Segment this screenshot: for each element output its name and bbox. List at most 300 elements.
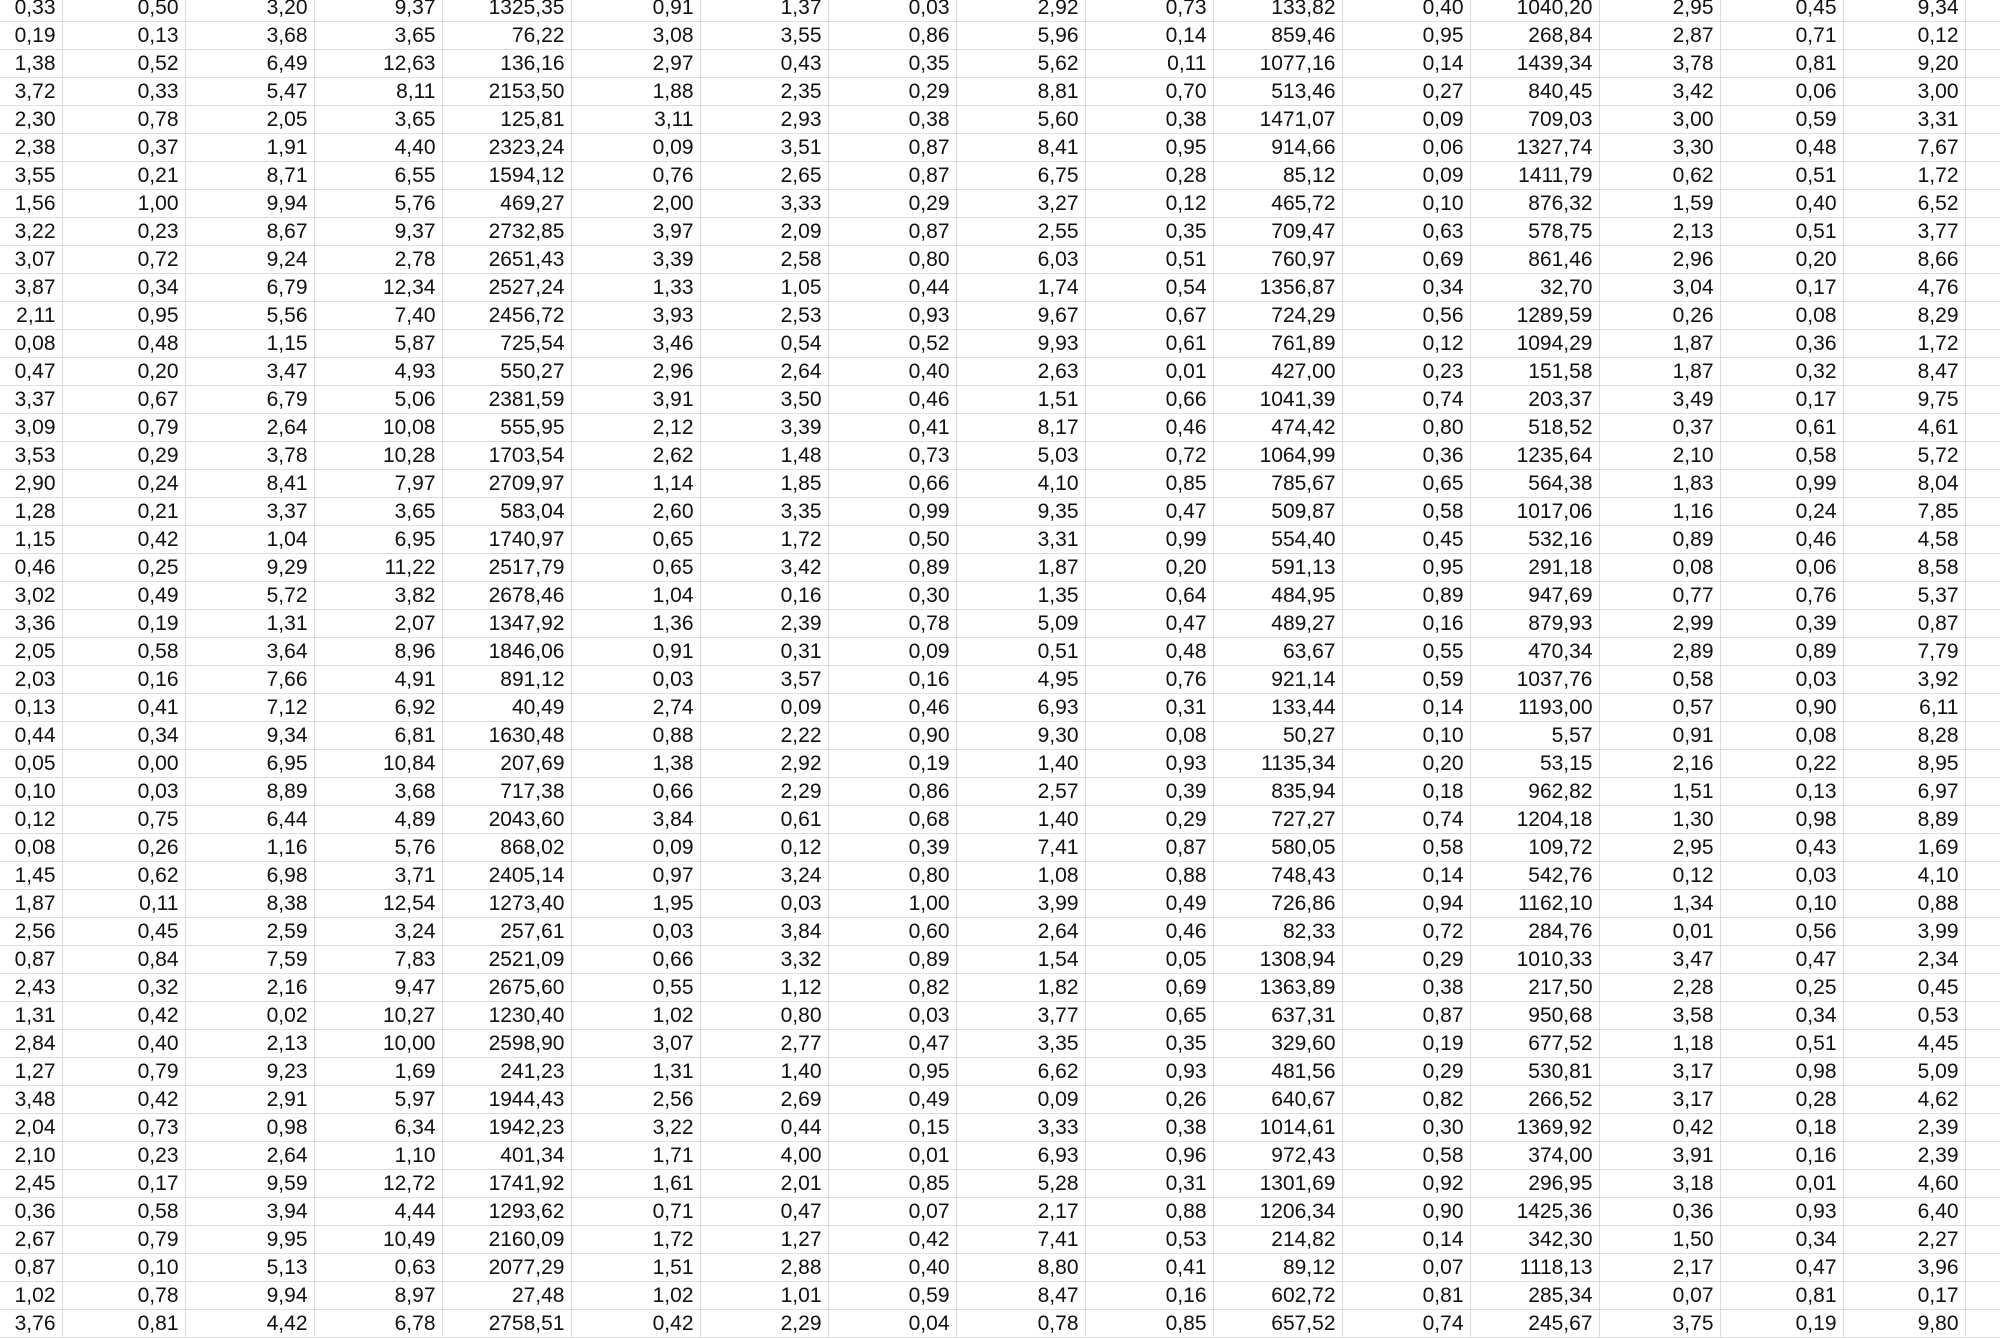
table-cell[interactable]: 0,48 <box>1720 134 1843 162</box>
table-cell[interactable]: 2,39 <box>700 610 828 638</box>
table-cell[interactable]: 8,96 <box>314 638 442 666</box>
table-cell[interactable]: 0,93 <box>1085 1058 1213 1086</box>
empty-cell[interactable] <box>1965 442 2000 470</box>
table-cell[interactable]: 0,29 <box>1342 1058 1470 1086</box>
table-cell[interactable]: 0,29 <box>828 78 956 106</box>
table-cell[interactable]: 0,12 <box>1085 190 1213 218</box>
empty-cell[interactable] <box>1965 358 2000 386</box>
table-cell[interactable]: 0,40 <box>1720 190 1843 218</box>
table-cell[interactable]: 6,97 <box>1843 778 1965 806</box>
table-cell[interactable]: 9,93 <box>956 330 1085 358</box>
table-cell[interactable]: 1,71 <box>571 1142 700 1170</box>
table-cell[interactable]: 3,72 <box>0 78 62 106</box>
table-cell[interactable]: 2,77 <box>700 1030 828 1058</box>
table-cell[interactable]: 3,78 <box>185 442 314 470</box>
table-cell[interactable]: 0,74 <box>1342 1310 1470 1338</box>
table-cell[interactable]: 1,01 <box>700 1282 828 1310</box>
table-cell[interactable]: 0,34 <box>62 722 185 750</box>
table-cell[interactable]: 3,71 <box>314 862 442 890</box>
table-cell[interactable]: 0,57 <box>1599 694 1720 722</box>
table-cell[interactable]: 0,22 <box>1720 750 1843 778</box>
table-cell[interactable]: 1,88 <box>571 78 700 106</box>
table-cell[interactable]: 3,77 <box>1843 218 1965 246</box>
table-cell[interactable]: 3,39 <box>700 414 828 442</box>
table-cell[interactable]: 1,35 <box>956 582 1085 610</box>
table-cell[interactable]: 0,44 <box>0 722 62 750</box>
table-cell[interactable]: 0,87 <box>0 1254 62 1282</box>
table-cell[interactable]: 0,46 <box>1720 526 1843 554</box>
table-cell[interactable]: 1,59 <box>1599 190 1720 218</box>
table-cell[interactable]: 0,42 <box>1599 1114 1720 1142</box>
table-cell[interactable]: 0,59 <box>1342 666 1470 694</box>
table-cell[interactable]: 1425,36 <box>1470 1198 1599 1226</box>
table-cell[interactable]: 9,20 <box>1843 50 1965 78</box>
table-cell[interactable]: 3,96 <box>1843 1254 1965 1282</box>
table-cell[interactable]: 3,93 <box>571 302 700 330</box>
table-cell[interactable]: 0,20 <box>1085 554 1213 582</box>
table-cell[interactable]: 2,34 <box>1843 946 1965 974</box>
table-cell[interactable]: 3,37 <box>185 498 314 526</box>
table-cell[interactable]: 3,84 <box>700 918 828 946</box>
table-cell[interactable]: 891,12 <box>442 666 571 694</box>
table-cell[interactable]: 0,80 <box>828 862 956 890</box>
table-cell[interactable]: 0,45 <box>62 918 185 946</box>
table-cell[interactable]: 5,13 <box>185 1254 314 1282</box>
table-cell[interactable]: 2,64 <box>956 918 1085 946</box>
table-cell[interactable]: 0,65 <box>1085 1002 1213 1030</box>
table-cell[interactable]: 8,38 <box>185 890 314 918</box>
empty-cell[interactable] <box>1965 554 2000 582</box>
table-cell[interactable]: 0,20 <box>62 358 185 386</box>
table-cell[interactable]: 2527,24 <box>442 274 571 302</box>
table-cell[interactable]: 602,72 <box>1213 1282 1342 1310</box>
table-cell[interactable]: 7,41 <box>956 1226 1085 1254</box>
table-cell[interactable]: 245,67 <box>1470 1310 1599 1338</box>
table-cell[interactable]: 12,34 <box>314 274 442 302</box>
table-cell[interactable]: 9,94 <box>185 190 314 218</box>
table-cell[interactable]: 0,01 <box>1720 1170 1843 1198</box>
table-cell[interactable]: 10,28 <box>314 442 442 470</box>
table-cell[interactable]: 1,40 <box>956 806 1085 834</box>
table-cell[interactable]: 5,72 <box>1843 442 1965 470</box>
table-cell[interactable]: 0,04 <box>828 1310 956 1338</box>
table-cell[interactable]: 1,95 <box>571 890 700 918</box>
table-cell[interactable]: 0,31 <box>1085 694 1213 722</box>
table-cell[interactable]: 3,84 <box>571 806 700 834</box>
table-cell[interactable]: 2,17 <box>956 1198 1085 1226</box>
empty-cell[interactable] <box>1965 946 2000 974</box>
table-cell[interactable]: 8,89 <box>185 778 314 806</box>
table-cell[interactable]: 8,04 <box>1843 470 1965 498</box>
table-cell[interactable]: 0,68 <box>828 806 956 834</box>
table-cell[interactable]: 3,91 <box>1599 1142 1720 1170</box>
table-cell[interactable]: 3,00 <box>1843 78 1965 106</box>
table-cell[interactable]: 0,76 <box>1085 666 1213 694</box>
table-cell[interactable]: 726,86 <box>1213 890 1342 918</box>
table-cell[interactable]: 0,30 <box>828 582 956 610</box>
table-cell[interactable]: 0,58 <box>1599 666 1720 694</box>
table-cell[interactable]: 0,13 <box>1720 778 1843 806</box>
table-cell[interactable]: 3,47 <box>1599 946 1720 974</box>
table-cell[interactable]: 8,47 <box>1843 358 1965 386</box>
table-cell[interactable]: 6,98 <box>185 862 314 890</box>
table-cell[interactable]: 0,51 <box>1720 218 1843 246</box>
empty-cell[interactable] <box>1965 1058 2000 1086</box>
table-cell[interactable]: 0,17 <box>1720 274 1843 302</box>
table-cell[interactable]: 2709,97 <box>442 470 571 498</box>
table-cell[interactable]: 3,99 <box>1843 918 1965 946</box>
table-cell[interactable]: 1439,34 <box>1470 50 1599 78</box>
table-cell[interactable]: 2,13 <box>1599 218 1720 246</box>
table-cell[interactable]: 0,36 <box>1342 442 1470 470</box>
table-cell[interactable]: 7,41 <box>956 834 1085 862</box>
table-cell[interactable]: 2,60 <box>571 498 700 526</box>
table-cell[interactable]: 0,46 <box>1085 918 1213 946</box>
table-cell[interactable]: 1,50 <box>1599 1226 1720 1254</box>
table-cell[interactable]: 0,70 <box>1085 78 1213 106</box>
table-cell[interactable]: 0,58 <box>62 1198 185 1226</box>
table-cell[interactable]: 578,75 <box>1470 218 1599 246</box>
table-cell[interactable]: 2,84 <box>0 1030 62 1058</box>
table-cell[interactable]: 0,08 <box>1720 722 1843 750</box>
table-cell[interactable]: 3,11 <box>571 106 700 134</box>
table-cell[interactable]: 3,97 <box>571 218 700 246</box>
table-cell[interactable]: 0,14 <box>1342 694 1470 722</box>
table-cell[interactable]: 0,58 <box>1720 442 1843 470</box>
table-cell[interactable]: 2,27 <box>1843 1226 1965 1254</box>
table-cell[interactable]: 1064,99 <box>1213 442 1342 470</box>
table-cell[interactable]: 2,63 <box>956 358 1085 386</box>
table-cell[interactable]: 0,58 <box>1342 498 1470 526</box>
table-cell[interactable]: 657,52 <box>1213 1310 1342 1338</box>
table-cell[interactable]: 3,64 <box>185 638 314 666</box>
table-cell[interactable]: 1,12 <box>700 974 828 1002</box>
table-cell[interactable]: 1162,10 <box>1470 890 1599 918</box>
table-cell[interactable]: 0,65 <box>571 526 700 554</box>
table-cell[interactable]: 0,49 <box>62 582 185 610</box>
table-cell[interactable]: 0,23 <box>62 1142 185 1170</box>
table-cell[interactable]: 0,47 <box>1720 946 1843 974</box>
table-cell[interactable]: 89,12 <box>1213 1254 1342 1282</box>
table-cell[interactable]: 285,34 <box>1470 1282 1599 1310</box>
table-cell[interactable]: 1,16 <box>185 834 314 862</box>
table-cell[interactable]: 760,97 <box>1213 246 1342 274</box>
table-cell[interactable]: 465,72 <box>1213 190 1342 218</box>
table-cell[interactable]: 0,43 <box>1720 834 1843 862</box>
table-cell[interactable]: 0,14 <box>1342 50 1470 78</box>
table-cell[interactable]: 0,23 <box>62 218 185 246</box>
table-cell[interactable]: 0,51 <box>956 638 1085 666</box>
table-cell[interactable]: 0,37 <box>62 134 185 162</box>
table-cell[interactable]: 2,69 <box>700 1086 828 1114</box>
table-cell[interactable]: 0,21 <box>62 498 185 526</box>
table-cell[interactable]: 1,72 <box>571 1226 700 1254</box>
table-cell[interactable]: 0,61 <box>1085 330 1213 358</box>
table-cell[interactable]: 0,40 <box>62 1030 185 1058</box>
table-cell[interactable]: 489,27 <box>1213 610 1342 638</box>
table-cell[interactable]: 0,98 <box>1720 806 1843 834</box>
table-cell[interactable]: 1363,89 <box>1213 974 1342 1002</box>
table-cell[interactable]: 0,02 <box>185 1002 314 1030</box>
table-cell[interactable]: 2,38 <box>0 134 62 162</box>
table-cell[interactable]: 0,12 <box>1342 330 1470 358</box>
table-cell[interactable]: 2,95 <box>1599 834 1720 862</box>
table-cell[interactable]: 3,09 <box>0 414 62 442</box>
table-cell[interactable]: 0,42 <box>62 526 185 554</box>
table-cell[interactable]: 0,42 <box>62 1002 185 1030</box>
table-cell[interactable]: 4,60 <box>1843 1170 1965 1198</box>
table-cell[interactable]: 0,46 <box>0 554 62 582</box>
table-cell[interactable]: 0,40 <box>828 358 956 386</box>
empty-cell[interactable] <box>1965 50 2000 78</box>
empty-cell[interactable] <box>1965 806 2000 834</box>
table-cell[interactable]: 5,37 <box>1843 582 1965 610</box>
table-cell[interactable]: 2,04 <box>0 1114 62 1142</box>
table-cell[interactable]: 2,96 <box>1599 246 1720 274</box>
table-cell[interactable]: 0,12 <box>1843 22 1965 50</box>
table-cell[interactable]: 0,03 <box>1720 862 1843 890</box>
table-cell[interactable]: 3,65 <box>314 22 442 50</box>
table-cell[interactable]: 2,29 <box>700 778 828 806</box>
empty-cell[interactable] <box>1965 106 2000 134</box>
table-cell[interactable]: 8,58 <box>1843 554 1965 582</box>
table-cell[interactable]: 0,05 <box>1085 946 1213 974</box>
table-cell[interactable]: 5,87 <box>314 330 442 358</box>
empty-cell[interactable] <box>1965 1226 2000 1254</box>
table-cell[interactable]: 241,23 <box>442 1058 571 1086</box>
table-cell[interactable]: 0,66 <box>571 946 700 974</box>
table-cell[interactable]: 3,94 <box>185 1198 314 1226</box>
table-cell[interactable]: 0,93 <box>1085 750 1213 778</box>
table-cell[interactable]: 1,87 <box>0 890 62 918</box>
table-cell[interactable]: 5,76 <box>314 190 442 218</box>
table-cell[interactable]: 1,72 <box>700 526 828 554</box>
table-cell[interactable]: 0,45 <box>1720 0 1843 22</box>
table-cell[interactable]: 0,63 <box>314 1254 442 1282</box>
table-cell[interactable]: 3,55 <box>0 162 62 190</box>
table-cell[interactable]: 0,36 <box>0 1198 62 1226</box>
empty-cell[interactable] <box>1965 302 2000 330</box>
table-cell[interactable]: 0,26 <box>62 834 185 862</box>
table-cell[interactable]: 2,16 <box>185 974 314 1002</box>
table-cell[interactable]: 0,38 <box>1342 974 1470 1002</box>
table-cell[interactable]: 1301,69 <box>1213 1170 1342 1198</box>
table-cell[interactable]: 8,71 <box>185 162 314 190</box>
table-cell[interactable]: 40,49 <box>442 694 571 722</box>
table-cell[interactable]: 2,90 <box>0 470 62 498</box>
table-cell[interactable]: 3,82 <box>314 582 442 610</box>
empty-cell[interactable] <box>1965 750 2000 778</box>
table-cell[interactable]: 3,27 <box>956 190 1085 218</box>
table-cell[interactable]: 401,34 <box>442 1142 571 1170</box>
table-cell[interactable]: 7,67 <box>1843 134 1965 162</box>
table-cell[interactable]: 2,56 <box>0 918 62 946</box>
table-cell[interactable]: 0,95 <box>1085 134 1213 162</box>
table-cell[interactable]: 0,62 <box>62 862 185 890</box>
table-cell[interactable]: 1356,87 <box>1213 274 1342 302</box>
table-cell[interactable]: 0,10 <box>62 1254 185 1282</box>
table-cell[interactable]: 1,31 <box>185 610 314 638</box>
table-cell[interactable]: 0,89 <box>828 554 956 582</box>
table-cell[interactable]: 9,47 <box>314 974 442 1002</box>
table-cell[interactable]: 9,35 <box>956 498 1085 526</box>
table-cell[interactable]: 0,39 <box>1720 610 1843 638</box>
table-cell[interactable]: 50,27 <box>1213 722 1342 750</box>
table-cell[interactable]: 0,62 <box>1599 162 1720 190</box>
table-cell[interactable]: 8,17 <box>956 414 1085 442</box>
table-cell[interactable]: 0,89 <box>1342 582 1470 610</box>
table-cell[interactable]: 1,02 <box>0 1282 62 1310</box>
table-cell[interactable]: 0,48 <box>62 330 185 358</box>
table-cell[interactable]: 0,01 <box>1085 358 1213 386</box>
empty-cell[interactable] <box>1965 638 2000 666</box>
table-cell[interactable]: 1,51 <box>1599 778 1720 806</box>
table-cell[interactable]: 3,04 <box>1599 274 1720 302</box>
table-cell[interactable]: 0,08 <box>1599 554 1720 582</box>
table-cell[interactable]: 6,78 <box>314 1310 442 1338</box>
table-cell[interactable]: 5,57 <box>1470 722 1599 750</box>
table-cell[interactable]: 0,79 <box>62 1058 185 1086</box>
table-cell[interactable]: 1,69 <box>1843 834 1965 862</box>
table-cell[interactable]: 2,74 <box>571 694 700 722</box>
table-cell[interactable]: 0,38 <box>1085 1114 1213 1142</box>
table-cell[interactable]: 2,45 <box>0 1170 62 1198</box>
table-cell[interactable]: 5,03 <box>956 442 1085 470</box>
table-cell[interactable]: 1041,39 <box>1213 386 1342 414</box>
table-cell[interactable]: 725,54 <box>442 330 571 358</box>
table-cell[interactable]: 5,62 <box>956 50 1085 78</box>
table-cell[interactable]: 1594,12 <box>442 162 571 190</box>
table-cell[interactable]: 0,33 <box>0 0 62 22</box>
table-cell[interactable]: 0,47 <box>700 1198 828 1226</box>
table-cell[interactable]: 6,95 <box>185 750 314 778</box>
table-cell[interactable]: 0,32 <box>62 974 185 1002</box>
table-cell[interactable]: 6,79 <box>185 274 314 302</box>
table-cell[interactable]: 0,93 <box>828 302 956 330</box>
table-cell[interactable]: 5,28 <box>956 1170 1085 1198</box>
empty-cell[interactable] <box>1965 1114 2000 1142</box>
table-cell[interactable]: 0,56 <box>1342 302 1470 330</box>
table-cell[interactable]: 3,58 <box>1599 1002 1720 1030</box>
table-cell[interactable]: 2651,43 <box>442 246 571 274</box>
table-cell[interactable]: 2678,46 <box>442 582 571 610</box>
table-cell[interactable]: 1230,40 <box>442 1002 571 1030</box>
table-cell[interactable]: 2,95 <box>1599 0 1720 22</box>
table-cell[interactable]: 1,45 <box>0 862 62 890</box>
table-cell[interactable]: 4,89 <box>314 806 442 834</box>
table-cell[interactable]: 532,16 <box>1470 526 1599 554</box>
table-cell[interactable]: 0,42 <box>571 1310 700 1338</box>
empty-cell[interactable] <box>1965 778 2000 806</box>
table-cell[interactable]: 2,88 <box>700 1254 828 1282</box>
table-cell[interactable]: 0,16 <box>1085 1282 1213 1310</box>
table-cell[interactable]: 0,34 <box>62 274 185 302</box>
table-cell[interactable]: 0,73 <box>62 1114 185 1142</box>
empty-cell[interactable] <box>1965 722 2000 750</box>
table-cell[interactable]: 3,49 <box>1599 386 1720 414</box>
table-cell[interactable]: 1077,16 <box>1213 50 1342 78</box>
table-cell[interactable]: 0,78 <box>62 1282 185 1310</box>
table-cell[interactable]: 0,35 <box>828 50 956 78</box>
table-cell[interactable]: 3,68 <box>185 22 314 50</box>
table-cell[interactable]: 1,85 <box>700 470 828 498</box>
table-cell[interactable]: 9,94 <box>185 1282 314 1310</box>
table-cell[interactable]: 1942,23 <box>442 1114 571 1142</box>
table-cell[interactable]: 5,72 <box>185 582 314 610</box>
table-cell[interactable]: 0,67 <box>1085 302 1213 330</box>
table-cell[interactable]: 1308,94 <box>1213 946 1342 974</box>
table-cell[interactable]: 3,07 <box>571 1030 700 1058</box>
table-cell[interactable]: 0,99 <box>1085 526 1213 554</box>
table-cell[interactable]: 1,33 <box>571 274 700 302</box>
table-cell[interactable]: 0,52 <box>828 330 956 358</box>
table-cell[interactable]: 6,49 <box>185 50 314 78</box>
table-cell[interactable]: 6,52 <box>1843 190 1965 218</box>
table-cell[interactable]: 879,93 <box>1470 610 1599 638</box>
table-cell[interactable]: 0,06 <box>1720 78 1843 106</box>
table-cell[interactable]: 4,62 <box>1843 1086 1965 1114</box>
table-cell[interactable]: 1,83 <box>1599 470 1720 498</box>
table-cell[interactable]: 1,08 <box>956 862 1085 890</box>
table-cell[interactable]: 0,09 <box>1342 106 1470 134</box>
empty-cell[interactable] <box>1965 1254 2000 1282</box>
table-cell[interactable]: 861,46 <box>1470 246 1599 274</box>
table-cell[interactable]: 0,26 <box>1085 1086 1213 1114</box>
table-cell[interactable]: 0,36 <box>1720 330 1843 358</box>
table-cell[interactable]: 0,07 <box>1599 1282 1720 1310</box>
table-cell[interactable]: 0,67 <box>62 386 185 414</box>
table-cell[interactable]: 0,43 <box>700 50 828 78</box>
table-cell[interactable]: 3,08 <box>571 22 700 50</box>
table-cell[interactable]: 470,34 <box>1470 638 1599 666</box>
table-cell[interactable]: 1293,62 <box>442 1198 571 1226</box>
table-cell[interactable]: 2,22 <box>700 722 828 750</box>
empty-cell[interactable] <box>1965 694 2000 722</box>
table-cell[interactable]: 1,31 <box>0 1002 62 1030</box>
table-cell[interactable]: 0,53 <box>1843 1002 1965 1030</box>
table-cell[interactable]: 133,82 <box>1213 0 1342 22</box>
table-cell[interactable]: 6,79 <box>185 386 314 414</box>
table-cell[interactable]: 6,95 <box>314 526 442 554</box>
table-cell[interactable]: 7,59 <box>185 946 314 974</box>
table-cell[interactable]: 9,75 <box>1843 386 1965 414</box>
table-cell[interactable]: 3,02 <box>0 582 62 610</box>
table-cell[interactable]: 0,90 <box>828 722 956 750</box>
empty-cell[interactable] <box>1965 0 2000 22</box>
table-cell[interactable]: 5,47 <box>185 78 314 106</box>
table-cell[interactable]: 8,11 <box>314 78 442 106</box>
table-cell[interactable]: 727,27 <box>1213 806 1342 834</box>
table-cell[interactable]: 2,03 <box>0 666 62 694</box>
table-cell[interactable]: 0,71 <box>571 1198 700 1226</box>
table-cell[interactable]: 518,52 <box>1470 414 1599 442</box>
table-cell[interactable]: 296,95 <box>1470 1170 1599 1198</box>
table-cell[interactable]: 4,45 <box>1843 1030 1965 1058</box>
table-cell[interactable]: 0,18 <box>1342 778 1470 806</box>
table-cell[interactable]: 109,72 <box>1470 834 1599 862</box>
table-cell[interactable]: 2,97 <box>571 50 700 78</box>
table-cell[interactable]: 0,54 <box>1085 274 1213 302</box>
table-cell[interactable]: 0,08 <box>0 330 62 358</box>
table-cell[interactable]: 0,81 <box>1342 1282 1470 1310</box>
table-cell[interactable]: 1040,20 <box>1470 0 1599 22</box>
table-cell[interactable]: 1,38 <box>571 750 700 778</box>
table-cell[interactable]: 1014,61 <box>1213 1114 1342 1142</box>
table-cell[interactable]: 2077,29 <box>442 1254 571 1282</box>
table-cell[interactable]: 9,34 <box>185 722 314 750</box>
empty-cell[interactable] <box>1965 1198 2000 1226</box>
table-cell[interactable]: 2,10 <box>0 1142 62 1170</box>
